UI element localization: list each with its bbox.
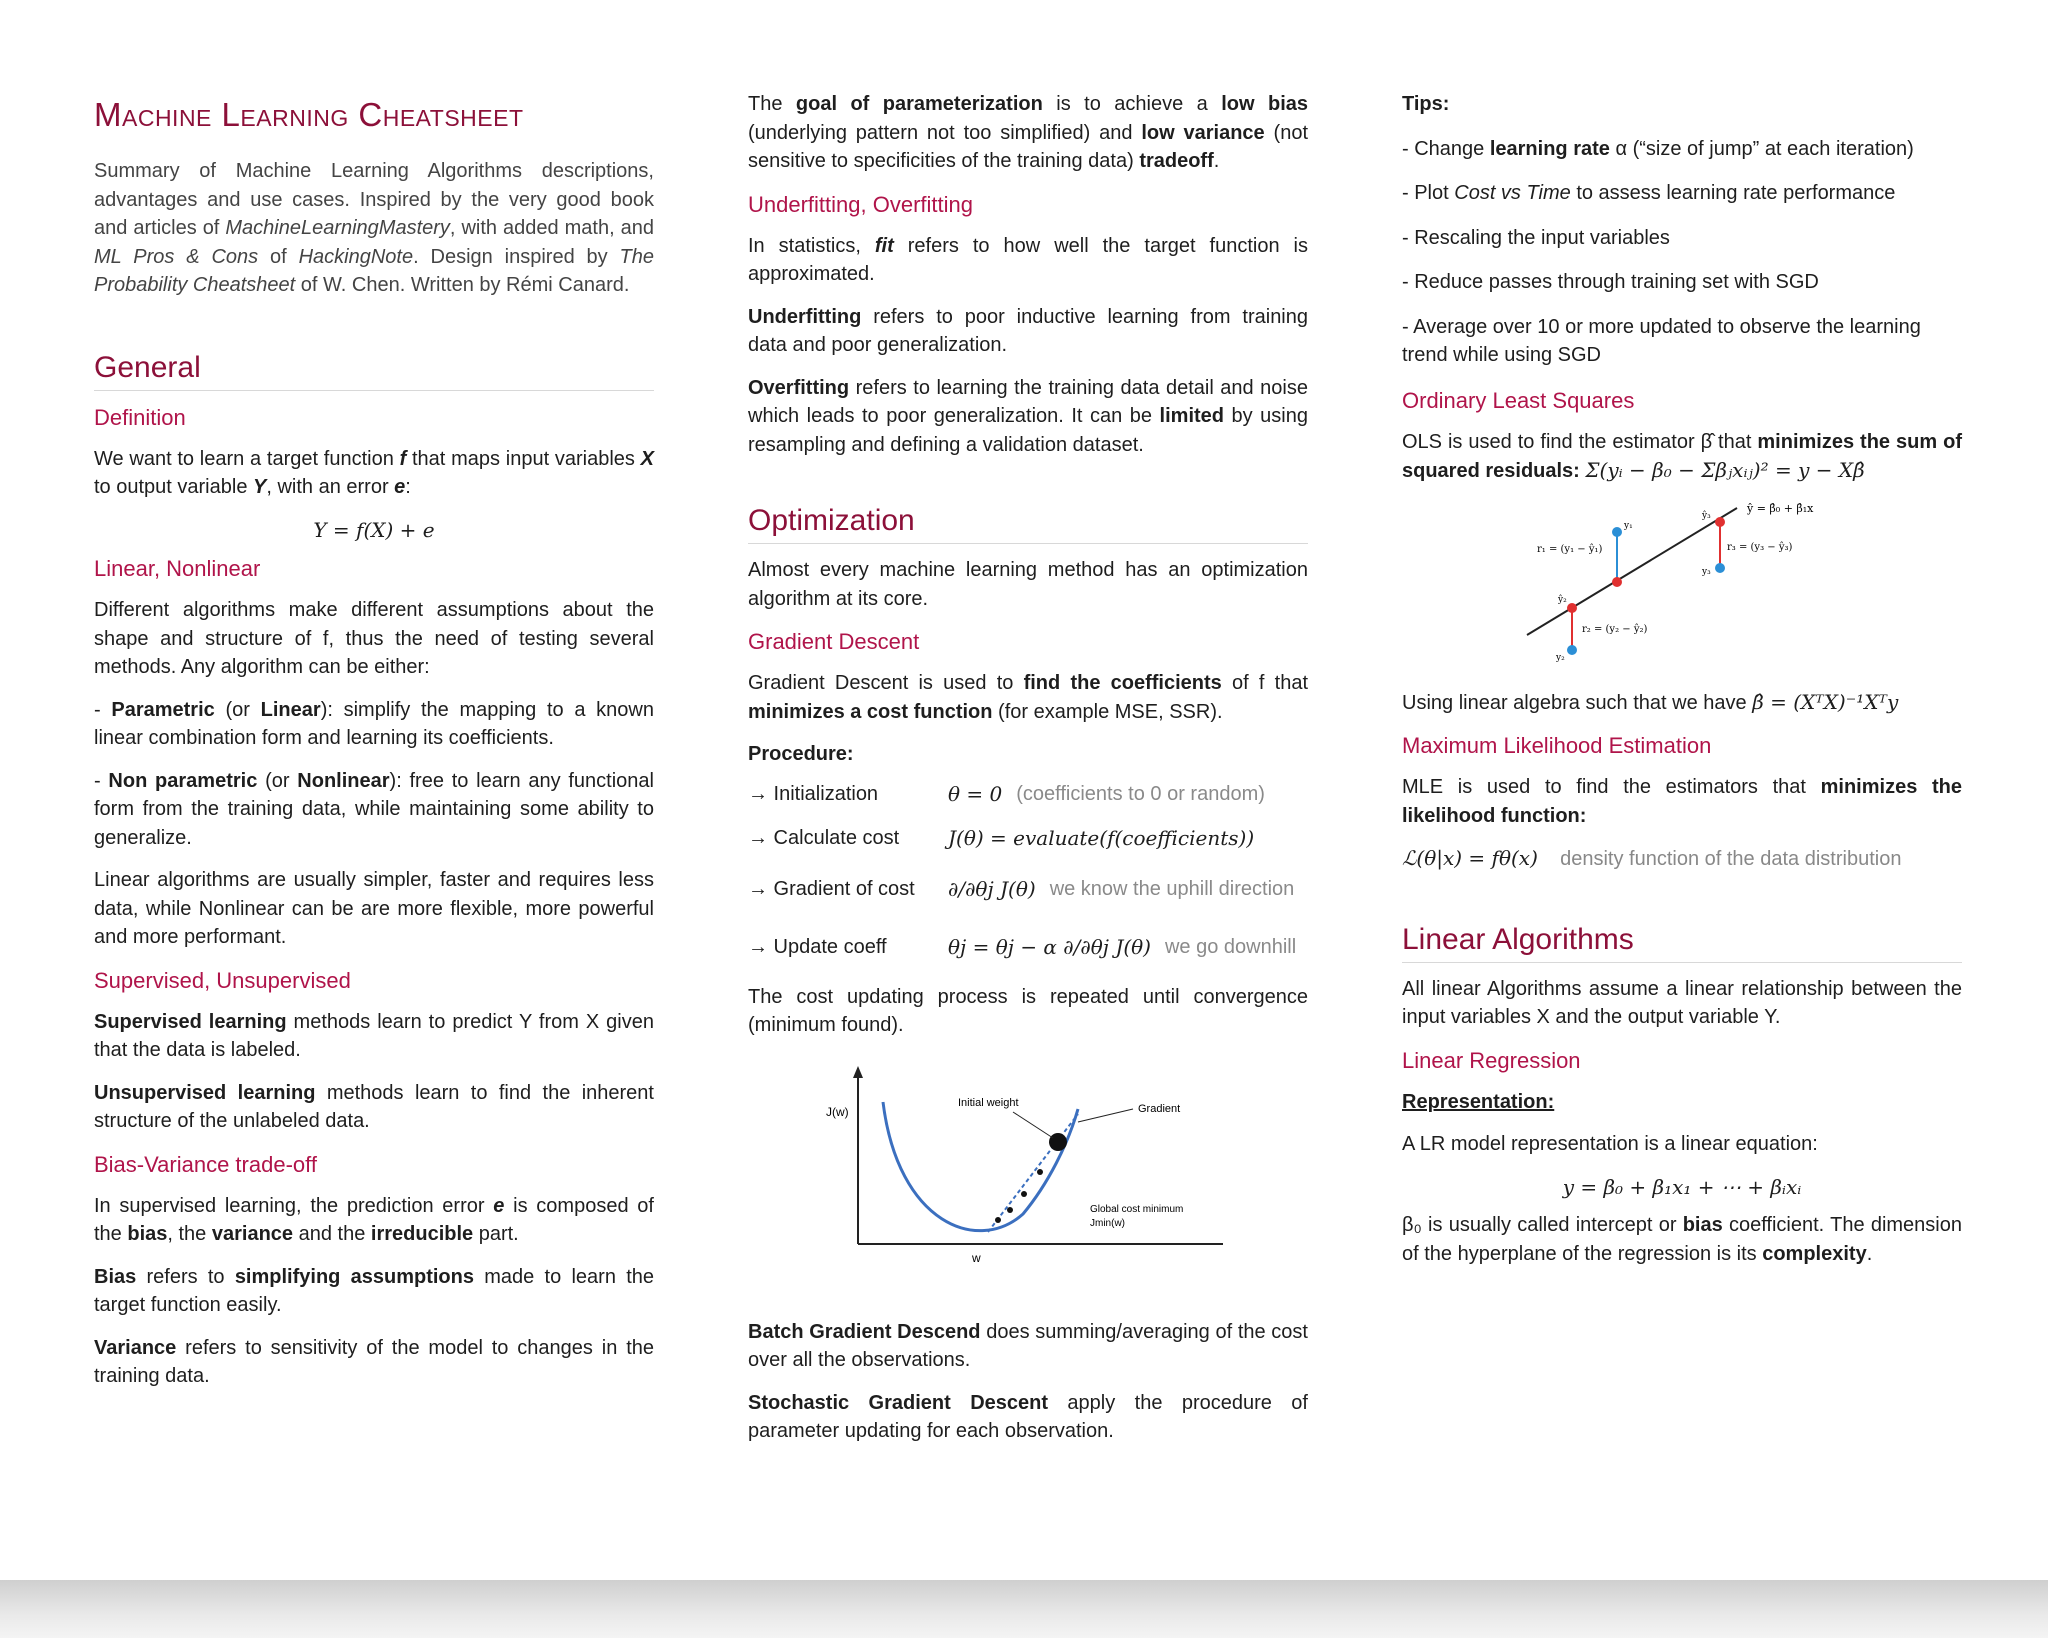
definition-heading: Definition: [94, 404, 186, 430]
observed-point: [1567, 645, 1577, 655]
bias-variance-paragraph: In supervised learning, the prediction error e is composed of the bias, the variance and the irreducible part.: [94, 1194, 654, 1245]
linear-nonlinear-heading: Linear, Nonlinear: [94, 556, 261, 581]
step-point: [995, 1217, 1001, 1223]
bias-variance-heading: Bias-Variance trade-off: [94, 1151, 317, 1177]
definition-paragraph: We want to learn a target function f that maps input variables X to output variable Y, with an error e:: [94, 447, 654, 498]
sgd-paragraph: Stochastic Gradient Descent apply the procedure of parameter updating for each observation.: [748, 1391, 1308, 1442]
document-title: Machine Learning Cheatsheet: [94, 96, 524, 133]
gradient-pointer: [1078, 1109, 1133, 1122]
tip-learning-rate: - Change learning rate α (“size of jump” at each iteration): [1402, 137, 1914, 160]
gradient-line: [988, 1114, 1078, 1232]
fit-paragraph: In statistics, fit refers to how well the target function is approximated.: [748, 234, 1309, 285]
ols-svg: [1402, 500, 1962, 680]
procedure-step-initialization: → Initialization θ = 0 (coefficients to 0 or random): [748, 782, 1265, 807]
intro-paragraph: Summary of Machine Learning Algorithms descriptions, advantages and use cases. Inspired by the very good book and articles of MachineLearningMastery, with added math, and ML Pros & Cons of HackingNote. Design inspired by The Probability Cheatsheet of W. Chen. Written by Rémi Canard.: [94, 160, 655, 296]
tip-average: - Average over 10 or more updated to observe the learning trend while using SGD: [1402, 315, 1921, 366]
gradient-descent-heading: Gradient Descent: [748, 629, 920, 654]
ols-paragraph: OLS is used to find the estimator β̂ that minimizes the sum of squared residuals: Σ(yᵢ − β₀ − Σβⱼxᵢⱼ)² = y − Xβ̂: [1402, 430, 1962, 482]
supervised-heading: Supervised, Unsupervised: [94, 967, 351, 993]
residual-2-label: r₂ = (y₂ − ŷ₂): [1582, 623, 1648, 635]
gradient-descent-paragraph: Gradient Descent is used to find the coefficients of f that minimizes a cost function (for example MSE, SSR).: [748, 672, 1309, 723]
unsupervised-paragraph: Unsupervised learning methods learn to find the inherent structure of the unlabeled data.: [94, 1081, 654, 1132]
tip-plot-cost: - Plot Cost vs Time to assess learning rate performance: [1402, 182, 1896, 204]
gradient-label: Gradient: [1138, 1102, 1181, 1115]
yhat2-label: ŷ₂: [1558, 594, 1567, 605]
y-axis-arrow: [853, 1066, 863, 1078]
batch-gd-paragraph: Batch Gradient Descend does summing/averaging of the cost over all the observations.: [748, 1320, 1308, 1371]
column-1: [94, 90, 654, 1405]
non-parametric-paragraph: - Non parametric (or Nonlinear): free to learn any functional form from the training data, while maintaining some ability to generalize.: [94, 769, 654, 849]
procedure-step-gradient: → Gradient of cost ∂/∂θj J(θ) we know the uphill direction: [748, 877, 1295, 902]
gradient-descent-svg: [748, 1054, 1308, 1294]
representation-label: Representation:: [1402, 1090, 1555, 1113]
goal-paragraph: The goal of parameterization is to achieve a low bias (underlying pattern not too simplified) and low variance (not sensitive to specificities of the training data) tradeoff.: [748, 93, 1309, 172]
ols-linear-algebra: Using linear algebra such that we have β̂ = (XᵀX)⁻¹Xᵀy: [1402, 689, 1899, 714]
observed-point: [1715, 563, 1725, 573]
x-axis-label: w: [972, 1250, 981, 1265]
observed-point: [1612, 527, 1622, 537]
procedure-step-calculate-cost: → Calculate cost J(θ) = evaluate(f(coefficients)): [748, 826, 1255, 851]
convergence-paragraph: The cost updating process is repeated until convergence (minimum found).: [748, 985, 1308, 1036]
bias-paragraph: Bias refers to simplifying assumptions made to learn the target function easily.: [94, 1265, 654, 1316]
fitted-point: [1567, 603, 1577, 613]
residual-3-label: r₃ = (y₃ − ŷ₃): [1727, 541, 1793, 553]
linear-intro-paragraph: Different algorithms make different assumptions about the shape and structure of f, thus the need of testing several methods. Any algorithm can be either:: [94, 599, 654, 678]
section-general-title: General: [94, 350, 654, 391]
column-2: [748, 90, 1308, 1460]
linear-algorithms-paragraph: All linear Algorithms assume a linear relationship between the input variables X and the output variable Y.: [1402, 977, 1962, 1028]
procedure-label: Procedure:: [748, 743, 854, 765]
ols-heading: Ordinary Least Squares: [1402, 387, 1635, 413]
mle-formula-row: ℒ(θ|x) = fθ(x) density function of the data distribution: [1402, 846, 1902, 870]
representation-paragraph: A LR model representation is a linear equation:: [1402, 1133, 1818, 1155]
fitted-point: [1612, 577, 1622, 587]
y3-label: y₃: [1702, 566, 1711, 577]
residual-1-label: r₁ = (y₁ − ŷ₁): [1537, 543, 1603, 555]
mle-paragraph: MLE is used to find the estimators that minimizes the likelihood function:: [1402, 776, 1962, 827]
supervised-paragraph: Supervised learning methods learn to predict Y from X given that the data is labeled.: [94, 1010, 654, 1061]
optimization-paragraph: Almost every machine learning method has an optimization algorithm at its core.: [748, 559, 1308, 610]
jmin-label: Jmin(w): [1090, 1217, 1125, 1229]
linear-regression-heading: Linear Regression: [1402, 1047, 1581, 1073]
step-point: [1037, 1169, 1043, 1175]
cost-curve: [883, 1102, 1078, 1231]
overfitting-paragraph: Overfitting refers to learning the training data detail and noise which leads to poor generalization. It can be limited by using resampling and defining a validation dataset.: [748, 376, 1308, 456]
page-shadow: [0, 1580, 2048, 1638]
definition-equation: Y = f(X) + e: [313, 517, 435, 542]
tip-rescaling: - Rescaling the input variables: [1402, 226, 1670, 249]
global-minimum-label: Global cost minimum: [1090, 1203, 1184, 1215]
underfitting-heading: Underfitting, Overfitting: [748, 191, 973, 217]
ols-figure: [1402, 500, 1962, 680]
column-3: [1402, 90, 1962, 1282]
step-point: [1007, 1207, 1013, 1213]
mle-heading: Maximum Likelihood Estimation: [1402, 733, 1712, 758]
linear-compare-paragraph: Linear algorithms are usually simpler, faster and requires less data, while Nonlinear can be are more flexible, more powerful and more performant.: [94, 869, 654, 948]
section-optimization-title: Optimization: [748, 503, 1308, 544]
procedure-step-update: → Update coeff θj = θj − α ∂/∂θj J(θ) we go downhill: [748, 935, 1297, 960]
gradient-descent-figure: [748, 1054, 1308, 1294]
initial-weight-label: Initial weight: [958, 1096, 1019, 1109]
initial-weight-pointer: [1013, 1112, 1053, 1138]
section-linear-algorithms-title: Linear Algorithms: [1402, 922, 1962, 963]
initial-weight-point: [1049, 1133, 1067, 1151]
line-equation-label: ŷ = β̂₀ + β̂₁x: [1747, 501, 1814, 515]
y2-label: y₂: [1556, 652, 1565, 663]
representation-equation: y = β₀ + β₁x₁ + ⋯ + βᵢxᵢ: [1562, 1174, 1802, 1199]
tip-reduce-passes: - Reduce passes through training set with SGD: [1402, 271, 1819, 293]
fitted-point: [1715, 517, 1725, 527]
underfitting-paragraph: Underfitting refers to poor inductive learning from training data and poor generalization.: [748, 305, 1308, 356]
y-axis-label: J(w): [826, 1104, 849, 1119]
step-point: [1021, 1191, 1027, 1197]
tips-label: Tips:: [1402, 93, 1450, 115]
variance-paragraph: Variance refers to sensitivity of the model to changes in the training data.: [94, 1336, 654, 1387]
intercept-paragraph: β₀ is usually called intercept or bias coefficient. The dimension of the hyperplane of the regression is its complexity.: [1402, 1214, 1962, 1265]
yhat3-label: ŷ₃: [1702, 510, 1711, 521]
y1-label: y₁: [1624, 520, 1633, 531]
parametric-paragraph: - Parametric (or Linear): simplify the mapping to a known linear combination form and learning its coefficients.: [94, 698, 654, 749]
